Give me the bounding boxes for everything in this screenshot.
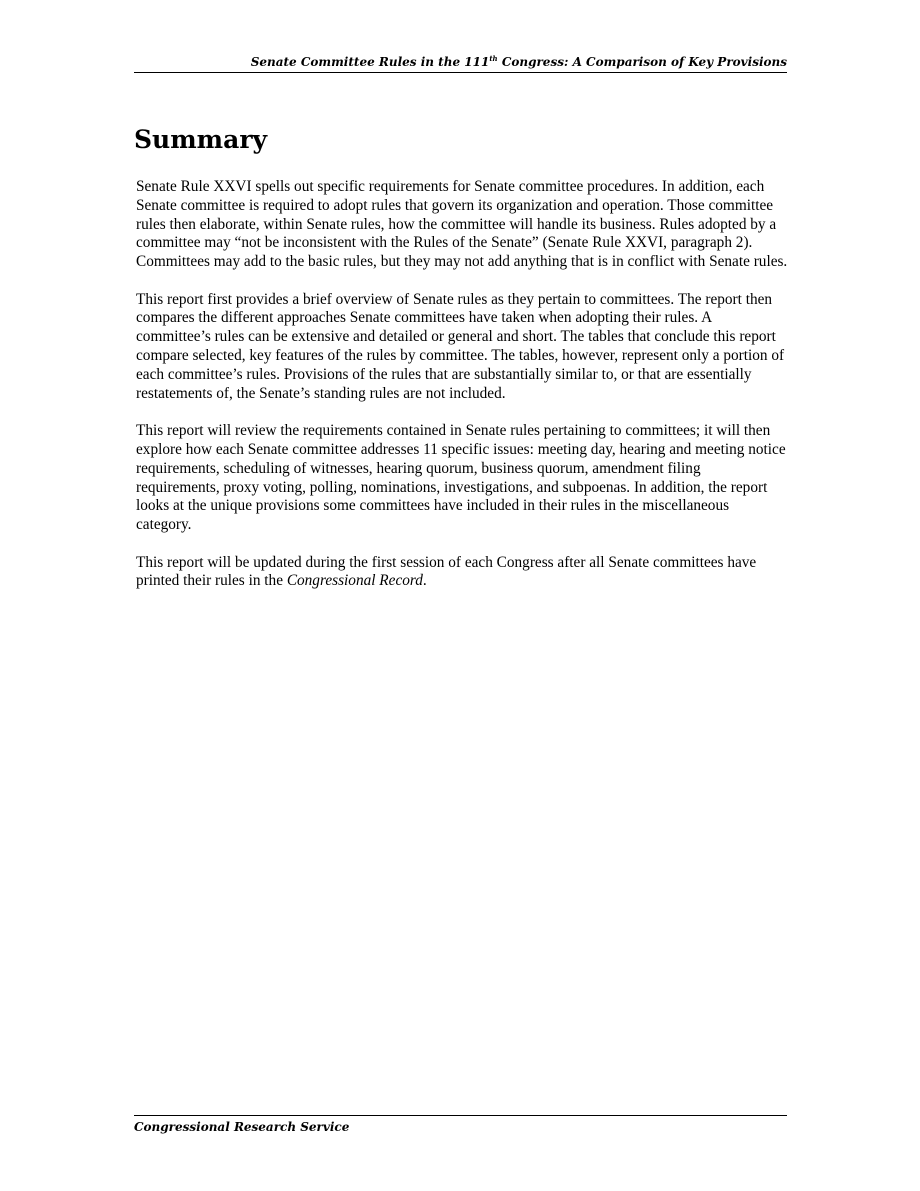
summary-paragraph-3: This report will review the requirements contained in Senate rules pertaining to committees; it will then explore how each Senate committee addresses 11 specific issues: meeting day, hearing and meeting notice requirements, scheduling of witnesses, hearing quorum, business quorum, amendment filing requirements, proxy voting, polling, nominations, investigations, and subpoenas. In addition, the report looks at the unique provisions some committees have included in their rules in the miscellaneous category. [136,422,786,534]
summary-body [136,178,788,610]
running-footer: Congressional Research Service [134,1115,787,1135]
summary-paragraph-4 [136,554,788,592]
header-superscript: th [489,54,498,63]
publication-name: Congressional Record [286,572,423,590]
summary-paragraph-1: Senate Rule XXVI spells out specific requirements for Senate committee procedures. In addition, each Senate committee is required to adopt rules that govern its organization and operation. Those committee rules then elaborate, within Senate rules, how the committee will handle its business. Rules adopted by a committee may “not be inconsistent with the Rules of the Senate” (Senate Rule XXVI, paragraph 2). Committees may add to the basic rules, but they may not add anything that is in conflict with Senate rules. [136,178,788,271]
summary-paragraph-2: This report first provides a brief overview of Senate rules as they pertain to committees. The report then compares the different approaches Senate committees have taken when adopting their rules. A committee’s rules can be extensive and detailed or general and short. The tables that conclude this report compare selected, key features of the rules by committee. The tables, however, represent only a portion of each committee’s rules. Provisions of the rules that are substantially similar to, or that are essentially restatements of, the Senate’s standing rules are not included. [136,290,785,402]
summary-paragraph-4-end: . [422,572,427,590]
summary-paragraph-4-text: This report will be updated during the first session of each Congress after all Senate committees have printed their rules in the [136,553,757,590]
section-title: Summary [134,125,268,154]
running-header [134,54,787,73]
header-title-start: Senate Committee Rules in the 111 [250,55,490,69]
header-title-end: Congress: A Comparison of Key Provisions [497,55,787,69]
